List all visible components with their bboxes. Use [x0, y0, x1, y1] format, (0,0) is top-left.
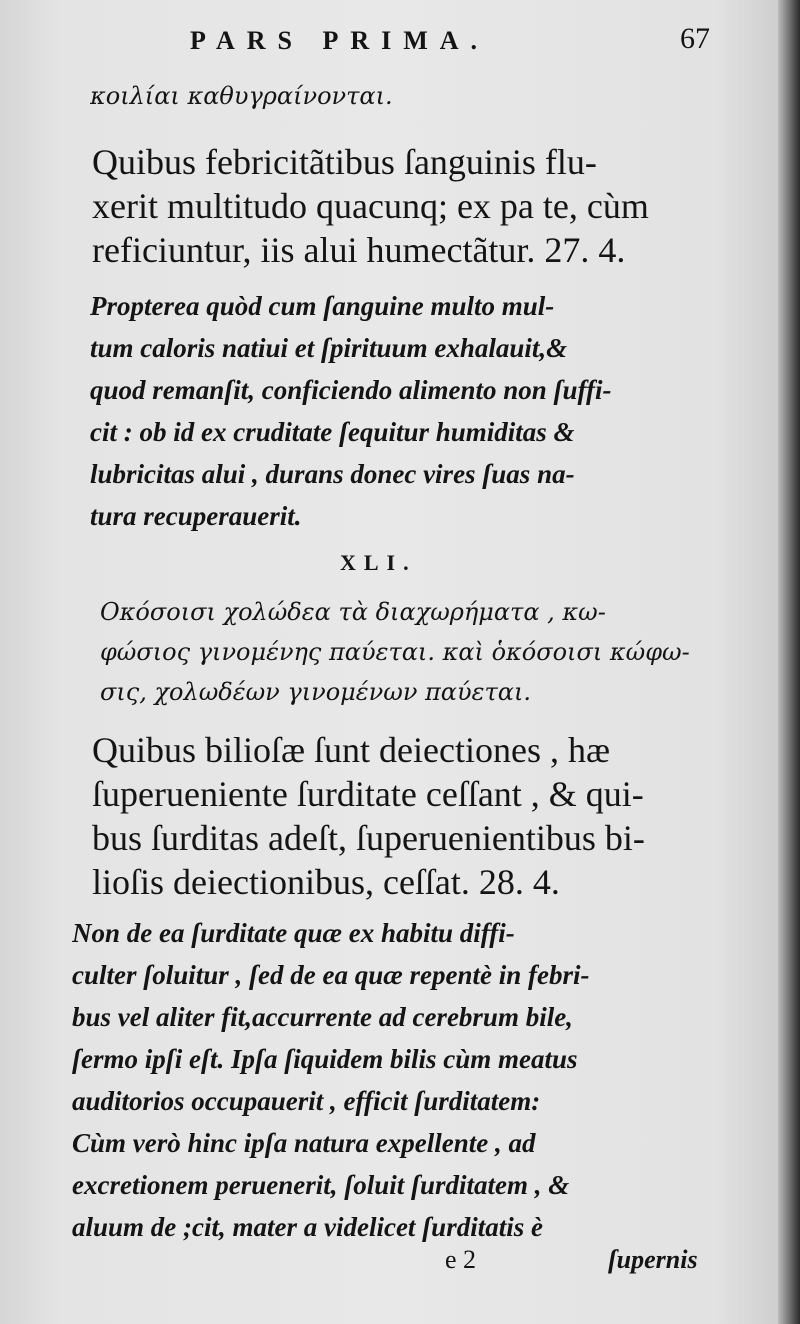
commentary-2-line-6: Cùm verò hinc ipſa natura expellente , ad: [72, 1128, 536, 1158]
greek-aphorism-2: [100, 592, 710, 712]
commentary-1-line-2: tum caloris natiui et ſpirituum exhalauit,&: [90, 333, 568, 363]
aphorism-1: [92, 140, 702, 272]
signature-mark: e 2: [445, 1245, 477, 1274]
commentary-2-line-2: culter ſoluitur , ſed de ea quæ repentè in febri-: [72, 960, 590, 990]
aphorism-2-line-4: lioſis deiectionibus, ceſſat. 28. 4.: [92, 862, 560, 902]
commentary-2-line-8: aluum de ;cit, mater a videlicet ſurditatis è: [72, 1212, 543, 1242]
greek-line: κοιλίαι καθυγραίνονται.: [90, 82, 393, 110]
commentary-1-line-4: cit : ob id ex cruditate ſequitur humiditas &: [90, 417, 575, 447]
aphorism-1-line-2: xerit multitudo quacunq; ex pa te, cùm: [92, 186, 649, 226]
commentary-2: [72, 912, 712, 1248]
aphorism-2: [92, 728, 707, 904]
commentary-1-line-1: Propterea quòd cum ſanguine multo mul-: [90, 291, 555, 321]
commentary-2-line-3: bus vel aliter fit,accurrente ad cerebrum bile,: [72, 1002, 573, 1032]
greek-2-line-3: σις, χολωδέων γινομένων παύεται.: [100, 678, 532, 706]
commentary-1: [90, 285, 710, 537]
section-heading: XLI.: [340, 550, 417, 575]
greek-2-line-1: Οκόσοισι χολώδεα τὰ διαχωρήματα , κω-: [100, 598, 606, 626]
commentary-1-line-3: quod remanſit, conficiendo alimento non ſuffi-: [90, 375, 612, 405]
commentary-2-line-7: excretionem peruenerit, ſoluit ſurditatem , &: [72, 1170, 570, 1200]
greek-fragment-top: [90, 76, 690, 116]
aphorism-2-line-1: Quibus bilioſæ ſunt deiectiones , hæ: [92, 730, 610, 770]
aphorism-2-line-3: bus ſurditas adeſt, ſuperuenientibus bi-: [92, 818, 645, 858]
page-footer: [0, 1245, 778, 1285]
aphorism-2-line-2: ſuperueniente ſurditate ceſſant , & qui-: [92, 774, 644, 814]
commentary-1-line-5: lubricitas alui , durans donec vires ſuas na-: [90, 459, 575, 489]
commentary-2-line-5: auditorios occupauerit , efficit ſurditatem:: [72, 1086, 541, 1116]
aphorism-1-line-3: reficiuntur, iis alui humectãtur. 27. 4.: [92, 230, 626, 270]
greek-2-line-2: φώσιος γινομένης παύεται. καὶ ὁκόσοισι κώφω-: [100, 638, 690, 666]
running-title: PARS PRIMA.: [190, 26, 490, 55]
page-number: 67: [680, 22, 710, 55]
running-header: [190, 22, 710, 62]
commentary-2-line-4: ſermo ipſi eſt. Ipſa ſiquidem bilis cùm meatus: [72, 1044, 578, 1074]
commentary-2-line-1: Non de ea ſurditate quæ ex habitu diffi-: [72, 918, 515, 948]
catchword: ſupernis: [608, 1245, 698, 1274]
commentary-1-line-6: tura recuperauerit.: [90, 501, 302, 531]
page-edge-shadow: [778, 0, 800, 1324]
aphorism-1-line-1: Quibus febricitãtibus ſanguinis flu-: [92, 142, 597, 182]
